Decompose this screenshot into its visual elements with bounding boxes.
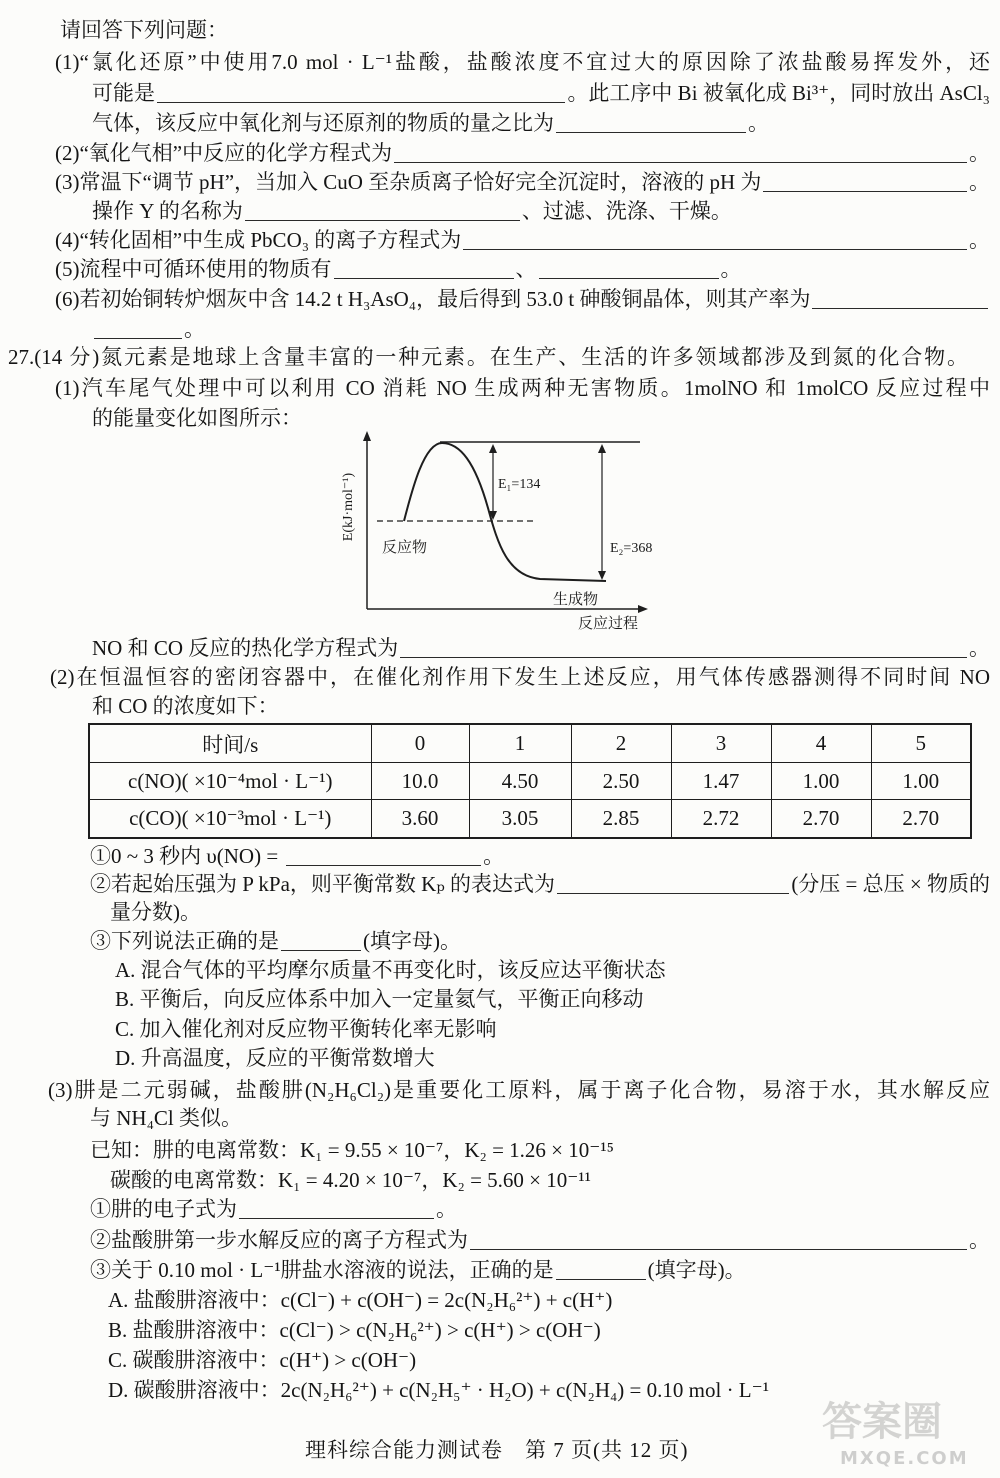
x-axis-arrowhead xyxy=(638,605,648,613)
q27-part1-line1: (1)汽车尾气处理中可以利用 CO 消耗 NO 生成两种无害物质。1molNO 和 1molCO 反应过程中 xyxy=(55,376,990,400)
q27-part2-option-d: D. 升高温度，反应的平衡常数增大 xyxy=(115,1046,435,1070)
q26-prompt: 请回答下列问题： xyxy=(60,18,228,42)
watermark-site: MXQE.COM xyxy=(840,1448,969,1469)
q27-part3-line1: (3)肼是二元弱碱，盐酸肼(N₂H₆Cl₂)是重要化工原料，属于离子化合物，易溶于水，其水解反应 xyxy=(48,1078,990,1102)
answer-blank xyxy=(556,112,746,133)
table-header-cell: 3 xyxy=(671,724,771,763)
q26-part1-line1: (1)“氯化还原”中使用7.0 mol · L⁻¹盐酸，盐酸浓度不宜过大的原因除了浓盐酸易挥发外，还 xyxy=(55,50,990,74)
q27-part3-q2-before: ②盐酸肼第一步水解反应的离子方程式为 xyxy=(90,1228,468,1252)
products-label: 生成物 xyxy=(553,592,599,608)
q27-part3-option-a: A. 盐酸肼溶液中：c(Cl⁻) + c(OH⁻) = 2c(N₂H₆²⁺) + c(H⁺) xyxy=(108,1288,613,1312)
q26-part4 xyxy=(55,226,990,254)
q26-part6-line2-after: 。 xyxy=(184,317,205,341)
reactants-label: 反应物 xyxy=(382,540,428,556)
table-header-cell: 5 xyxy=(871,724,971,763)
q27-part3-q1-before: ①肼的电子式为 xyxy=(90,1197,237,1221)
table-cell: 2.70 xyxy=(871,800,971,839)
q26-part1-line3 xyxy=(92,109,769,137)
q27-part3-known1: 已知：肼的电离常数：K₁ = 9.55 × 10⁻⁷，K₂ = 1.26 × 10⁻¹⁵ xyxy=(90,1138,614,1162)
q26-part6-line1-before: (6)若初始铜转炉烟灰中含 14.2 t H₃AsO₄，最后得到 53.0 t 砷酸铜晶体，则其产率为 xyxy=(55,287,811,311)
y-axis-label: E(kJ·mol⁻¹) xyxy=(341,472,356,542)
e2-arrowhead-up xyxy=(598,444,606,453)
answer-blank xyxy=(281,930,361,951)
table-row xyxy=(89,800,971,839)
q26-part4-after: 。 xyxy=(969,228,990,252)
energy-curve xyxy=(404,443,606,581)
table-header-cell: 2 xyxy=(571,724,671,763)
q27-part3-option-b: B. 盐酸肼溶液中：c(Cl⁻) > c(N₂H₆²⁺) > c(H⁺) > c(OH⁻) xyxy=(108,1318,601,1342)
q26-part3-line2 xyxy=(92,197,732,225)
q27-part1-question-before: NO 和 CO 反应的热化学方程式为 xyxy=(92,636,399,660)
q27-part3-q2-after: 。 xyxy=(969,1228,990,1252)
q26-part2-before: (2)“氧化气相”中反应的化学方程式为 xyxy=(55,141,393,165)
q26-part3-line1-after: 。 xyxy=(969,170,990,194)
q27-part3-option-d: D. 碳酸肼溶液中：2c(N₂H₆²⁺) + c(N₂H₅⁺ · H₂O) + c(N₂H₄) = 0.10 mol · L⁻¹ xyxy=(108,1378,770,1402)
q27-part2-q1 xyxy=(90,842,504,870)
table-cell: 2.50 xyxy=(571,763,671,800)
answer-blank xyxy=(557,873,789,894)
q26-part1-line3-after: 。 xyxy=(748,111,769,135)
e2-arrowhead-down xyxy=(598,571,606,580)
table-cell: 10.0 xyxy=(371,763,469,800)
q26-part2 xyxy=(55,139,990,167)
table-header-row xyxy=(89,724,971,763)
q27-header: 27.(14 分)氮元素是地球上含量丰富的一种元素。在生产、生活的许多领域都涉及到氮的化合物。 xyxy=(8,345,968,369)
q27-part3-option-c: C. 碳酸肼溶液中：c(H⁺) > c(OH⁻) xyxy=(108,1348,417,1372)
q27-part2-q3-after: (填字母)。 xyxy=(363,929,461,953)
table-cell: 2.70 xyxy=(771,800,871,839)
answer-blank xyxy=(239,1198,434,1219)
q27-part3-known2: 碳酸的电离常数：K₁ = 4.20 × 10⁻⁷，K₂ = 5.60 × 10⁻¹¹ xyxy=(110,1168,591,1192)
q27-part2-q2-line2: 量分数)。 xyxy=(110,900,201,924)
e1-label: E₁=134 xyxy=(498,477,541,492)
answer-blank xyxy=(400,637,967,658)
watermark-logo: 答案圈 xyxy=(822,1399,942,1444)
q26-part1-line2 xyxy=(92,79,990,107)
q27-part2-q3 xyxy=(90,927,461,955)
answer-blank xyxy=(763,171,967,192)
q27-part3-q1-after: 。 xyxy=(436,1197,457,1221)
q27-part2-q1-after: 。 xyxy=(483,844,505,868)
table-header-cell: 0 xyxy=(371,724,469,763)
q26-part5-before: (5)流程中可循环使用的物质有 xyxy=(55,257,332,281)
q26-part5-separator: 、 xyxy=(515,257,537,281)
q27-part3-line2: 与 NH₄Cl 类似。 xyxy=(90,1106,242,1130)
q27-part2-q1-before: ①0 ~ 3 秒内 υ(NO) = xyxy=(90,844,279,868)
answer-blank xyxy=(157,82,565,103)
q27-part2-q3-before: ③下列说法正确的是 xyxy=(90,929,279,953)
q26-part6-line2 xyxy=(92,315,205,343)
concentration-table xyxy=(88,723,972,839)
q27-part2-line1: (2)在恒温恒容的密闭容器中，在催化剂作用下发生上述反应，用气体传感器测得不同时间 NO xyxy=(50,665,990,689)
answer-blank xyxy=(539,258,719,279)
q26-part3-line2-before: 操作 Y 的名称为 xyxy=(92,199,243,223)
q27-part3-q3 xyxy=(90,1256,746,1284)
q27-part2-option-c: C. 加入催化剂对反应物平衡转化率无影响 xyxy=(115,1017,497,1041)
table-cell: 3.05 xyxy=(469,800,571,839)
table-cell: 1.47 xyxy=(671,763,771,800)
table-cell: 1.00 xyxy=(871,763,971,800)
q26-part3-line1-before: (3)常温下“调节 pH”，当加入 CuO 至杂质离子恰好完全沉淀时，溶液的 pH 为 xyxy=(55,170,762,194)
y-axis-arrowhead xyxy=(363,431,371,441)
q27-part3-q2 xyxy=(90,1226,990,1254)
q27-part2-q2 xyxy=(90,870,990,898)
e1-arrowhead-up xyxy=(489,444,497,453)
table-header-cell: 1 xyxy=(469,724,571,763)
q26-part3-line1 xyxy=(55,168,990,196)
q26-part1-line2-before: 可能是 xyxy=(92,81,155,105)
energy-diagram xyxy=(330,428,670,638)
answer-blank xyxy=(334,258,514,279)
q27-part3-q3-before: ③关于 0.10 mol · L⁻¹肼盐水溶液的说法，正确的是 xyxy=(90,1258,554,1282)
table-row xyxy=(89,763,971,800)
q26-part5-after: 。 xyxy=(720,257,742,281)
q27-part2-q2-after: (分压 = 总压 × 物质的 xyxy=(791,872,990,896)
q26-part6-line1 xyxy=(55,285,990,313)
q26-part5 xyxy=(55,255,742,283)
q27-part1-line2: 的能量变化如图所示： xyxy=(92,406,302,430)
answer-blank xyxy=(470,1229,967,1250)
table-cell: 1.00 xyxy=(771,763,871,800)
q26-part1-line3-before: 气体，该反应中氧化剂与还原剂的物质的量之比为 xyxy=(92,111,554,135)
table-header-cell: 4 xyxy=(771,724,871,763)
q26-part3-line2-after: 、过滤、洗涤、干燥。 xyxy=(521,199,732,223)
table-cell: 2.85 xyxy=(571,800,671,839)
q27-part3-q3-after: (填字母)。 xyxy=(647,1258,746,1282)
table-row-label: c(CO)( ×10⁻³mol · L⁻¹) xyxy=(89,800,371,839)
answer-blank xyxy=(245,200,520,221)
q26-part1-line2-after: 。此工序中 Bi 被氧化成 Bi³⁺，同时放出 AsCl₃ xyxy=(567,81,990,105)
q27-part1-question xyxy=(92,634,990,662)
answer-blank xyxy=(286,845,481,866)
answer-blank xyxy=(556,1259,646,1280)
answer-blank xyxy=(394,142,967,163)
answer-blank xyxy=(812,288,988,309)
q27-part2-line2: 和 CO 的浓度如下： xyxy=(92,694,279,718)
answer-blank xyxy=(94,318,182,339)
q27-part2-q2-before: ②若起始压强为 P kPa，则平衡常数 Kₚ 的表达式为 xyxy=(90,872,555,896)
page-footer: 理科综合能力测试卷 第 7 页(共 12 页) xyxy=(305,1438,689,1462)
e2-label: E₂=368 xyxy=(610,541,653,556)
q26-part2-after: 。 xyxy=(969,141,990,165)
q27-part3-q1 xyxy=(90,1195,457,1223)
table-cell: 4.50 xyxy=(469,763,571,800)
q27-part2-option-b: B. 平衡后，向反应体系中加入一定量氦气，平衡正向移动 xyxy=(115,987,644,1011)
answer-blank xyxy=(463,229,967,250)
q27-part1-question-after: 。 xyxy=(969,636,990,660)
q26-part4-before: (4)“转化固相”中生成 PbCO₃ 的离子方程式为 xyxy=(55,228,462,252)
table-row-label: c(NO)( ×10⁻⁴mol · L⁻¹) xyxy=(89,763,371,800)
table-cell: 2.72 xyxy=(671,800,771,839)
table-cell: 3.60 xyxy=(371,800,469,839)
x-axis-label: 反应过程 xyxy=(578,616,639,632)
table-header-cell: 时间/s xyxy=(89,724,371,763)
q27-part2-option-a: A. 混合气体的平均摩尔质量不再变化时，该反应达平衡状态 xyxy=(115,958,666,982)
